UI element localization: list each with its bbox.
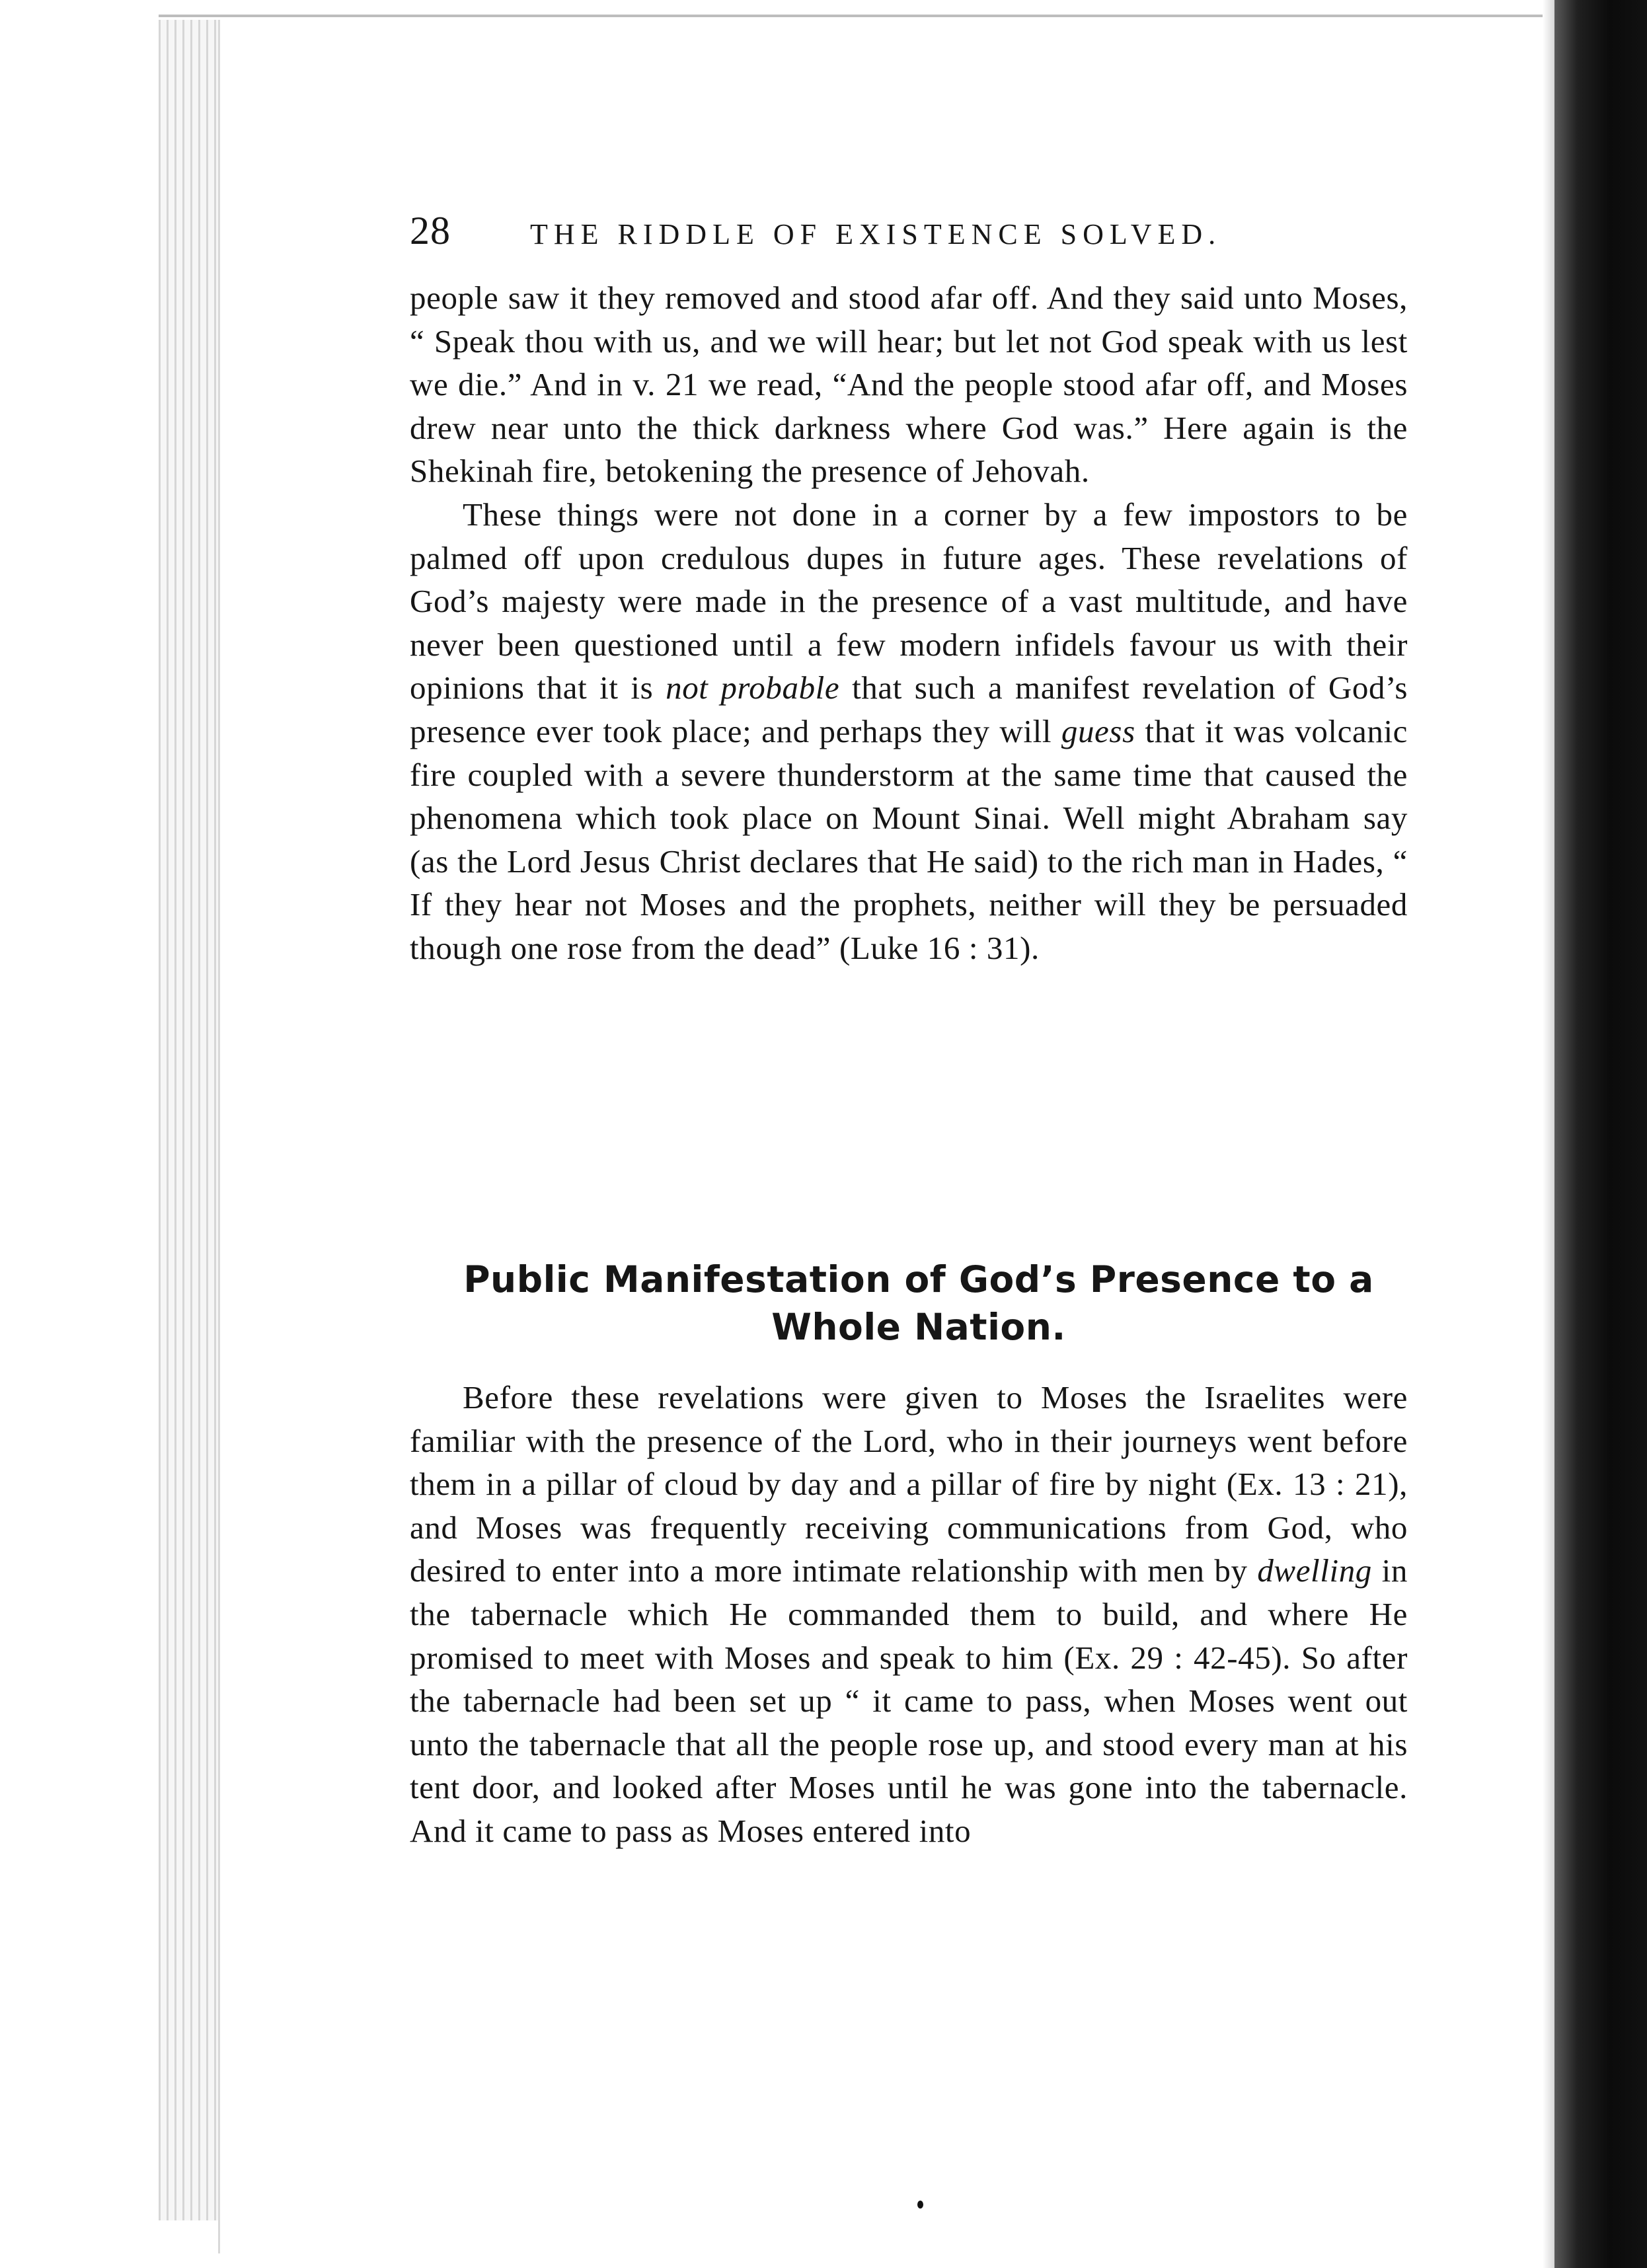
paragraph-text: people saw it they removed and stood afar off. And they said unto Moses, “ Speak thou with us, and we will hear; but let not God speak with us lest we die.” And in v. 21 we read, “And the people stood afar off, and Moses drew near unto the thick darkness where God was.” Here again is the Shekinah fire, betokening the presence of Jehovah. bbox=[410, 280, 1408, 490]
section-heading: Public Manifestation of God’s Presence to a Whole Nation. bbox=[463, 1258, 1374, 1348]
paragraph-text: that such a manifest revelation of God’s presence ever took place; and perhaps they will bbox=[410, 669, 1408, 749]
paragraph-text: that it was volcanic fire coupled with a severe thunderstorm at the same time that caused the phenomena which took place on Mount Sinai. Well might Abraham say (as the Lord Jesus Christ declares that He said) to the rich man in Hades, “ If they hear not Moses and the prophets, neither will they be persuaded though one rose from the dead” (Luke 16 : 31). bbox=[410, 712, 1408, 966]
page-number: 28 bbox=[410, 209, 451, 252]
paragraph-tabernacle bbox=[410, 1376, 1408, 1853]
binding-shadow bbox=[1554, 0, 1647, 2268]
paragraph-impostors bbox=[410, 493, 1408, 970]
italic-phrase: not probable bbox=[666, 669, 840, 706]
running-title: THE RIDDLE OF EXISTENCE SOLVED. bbox=[530, 218, 1222, 250]
italic-phrase: dwelling bbox=[1257, 1552, 1372, 1589]
paragraph-text: in the tabernacle which He commanded them to build, and where He promised to meet with Moses and speak to him (Ex. 29 : 42-45). So after the tabernacle had been set up “ it came to pass, when Moses went out unto the tabernacle that all the people rose up, and stood every man at his tent door, and looked after Moses until he was gone into the tabernacle. And it came to pass as Moses entered into bbox=[410, 1552, 1408, 1849]
body-text-bottom bbox=[410, 1376, 1408, 1853]
page-right-edge bbox=[1543, 0, 1554, 2268]
running-header bbox=[410, 208, 1414, 261]
page-stack-top-edge bbox=[159, 15, 1553, 17]
paragraph-text: These things were not done in a corner by a few impostors to be palmed off upon credulous dupes in future ages. These revelations of God’s majesty were made in the presence of a vast multitude, and have never been questioned until a few modern infidels favour us with their opinions that it is bbox=[410, 496, 1408, 706]
italic-phrase: guess bbox=[1061, 712, 1135, 749]
paragraph-continuation bbox=[410, 276, 1408, 493]
body-text-top bbox=[410, 276, 1408, 970]
paragraph-text: Before these revelations were given to Moses the Israelites were familiar with the presence of the Lord, who in their journeys went before them in a pillar of cloud by day and a pillar of fire by night (Ex. 13 : 21), and Moses was frequently receiving communications from God, who desired to enter into a more intimate relationship with men by bbox=[410, 1379, 1408, 1589]
scan-speck bbox=[917, 2201, 923, 2209]
